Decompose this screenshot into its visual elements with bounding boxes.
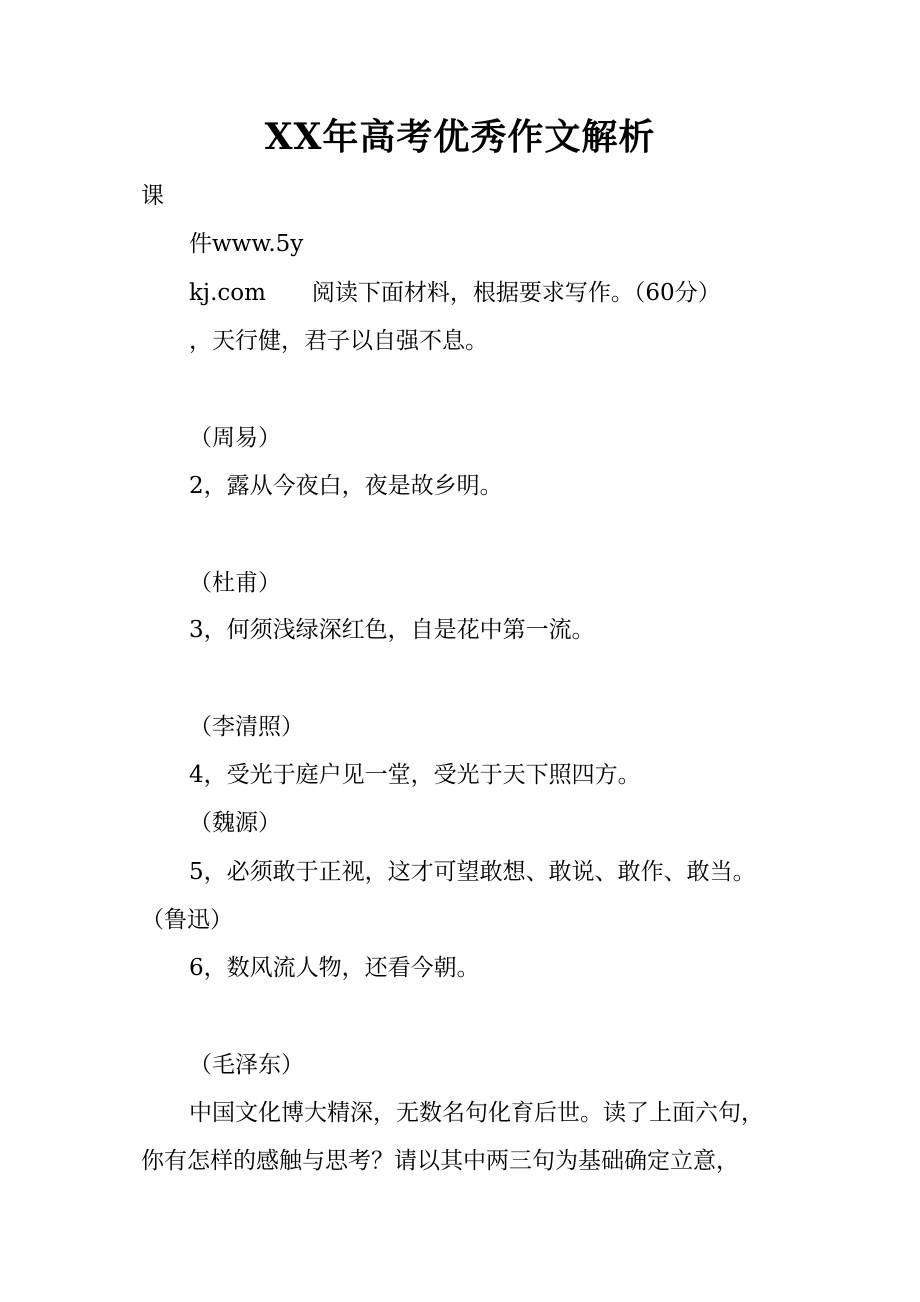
text-line: 2，露从今夜白，夜是故乡明。 [189, 473, 503, 499]
text-line: 中国文化博大精深，无数名句化育后世。读了上面六句， [189, 1100, 764, 1126]
text-line: 6，数风流人物，还看今朝。 [189, 955, 480, 981]
text-line: 件www.5y [189, 231, 304, 257]
source-line: （李清照） [189, 714, 304, 740]
text-line: 4，受光于庭户见一堂，受光于天下照四方。 [189, 762, 641, 788]
text-fragment: 阅读下面材料，根据要求写作。（60分） [311, 280, 721, 306]
text-fragment: kj.com [189, 280, 266, 306]
document-title: XX年高考优秀作文解析 [264, 116, 656, 158]
source-line: （魏源） [189, 810, 281, 836]
text-line [189, 276, 721, 310]
text-line: 5，必须敢于正视，这才可望敢想、敢说、敢作、敢当。 [189, 859, 756, 885]
source-line: （杜甫） [189, 570, 281, 596]
text-line: ，天行健，君子以自强不息。 [189, 328, 488, 354]
source-line: （鲁迅） [141, 907, 233, 933]
text-line: 课 [141, 183, 164, 209]
source-line: （毛泽东） [189, 1052, 304, 1078]
source-line: （周易） [189, 425, 281, 451]
text-line: 你有怎样的感触与思考？请以其中两三句为基础确定立意， [141, 1148, 739, 1174]
text-line: 3，何须浅绿深红色，自是花中第一流。 [189, 617, 595, 643]
